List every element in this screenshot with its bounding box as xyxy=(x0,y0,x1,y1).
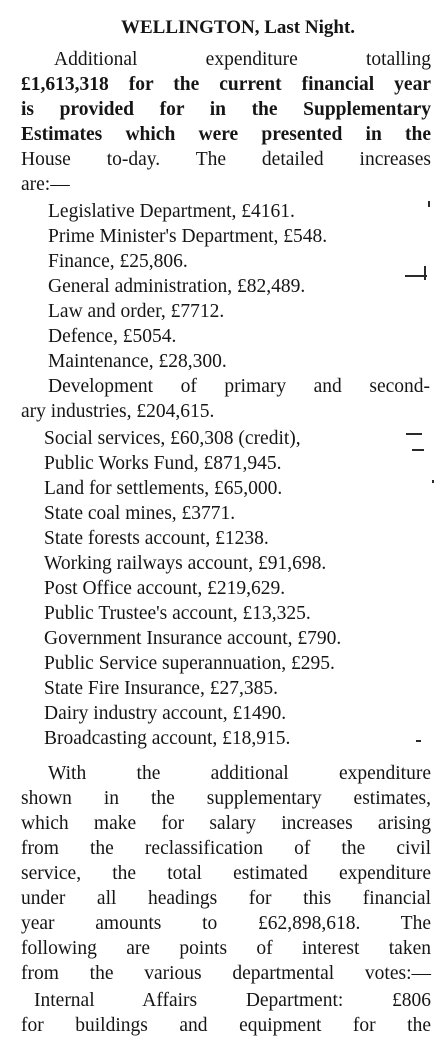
scan-mark xyxy=(406,433,422,435)
body-line: from the various departmental votes:— xyxy=(21,963,431,984)
intro-line-2: £1,613,318 for the current financial year xyxy=(21,74,431,95)
list-item: Government Insurance account, £790. xyxy=(44,628,342,649)
list-item: Dairy industry account, £1490. xyxy=(44,703,287,724)
intro-line-6: are:— xyxy=(21,174,70,195)
body-line: With the additional expenditure xyxy=(48,763,431,784)
intro-line-1: Additional expenditure totalling xyxy=(54,49,431,70)
list-item: Legislative Department, £4161. xyxy=(48,201,295,222)
list-item: Law and order, £7712. xyxy=(48,301,225,322)
list-item: Working railways account, £91,698. xyxy=(44,553,327,574)
scan-mark xyxy=(416,740,421,742)
scan-mark xyxy=(424,266,426,280)
list-item: Defence, £5054. xyxy=(48,326,177,347)
body-line: year amounts to £62,898,618. The xyxy=(21,913,431,934)
list-item: Land for settlements, £65,000. xyxy=(44,478,283,499)
list-item: Post Office account, £219,629. xyxy=(44,578,286,599)
list-item: ary industries, £204,615. xyxy=(21,401,215,422)
list-item: Public Works Fund, £871,945. xyxy=(44,453,282,474)
body-line: shown in the supplementary estimates, xyxy=(21,788,431,809)
list-item: State forests account, £1238. xyxy=(44,528,269,549)
scan-mark xyxy=(412,449,424,451)
list-item: Finance, £25,806. xyxy=(48,251,188,272)
list-item: State coal mines, £3771. xyxy=(44,503,236,524)
list-item: Public Trustee's account, £13,325. xyxy=(44,603,311,624)
body-line: from the reclassification of the civil xyxy=(21,838,431,859)
body-line: following are points of interest taken xyxy=(21,938,431,959)
scan-mark xyxy=(428,201,430,207)
body-line: service, the total estimated expenditure xyxy=(21,863,431,884)
body-line: for buildings and equipment for the xyxy=(21,1015,431,1036)
list-item: Broadcasting account, £18,915. xyxy=(44,728,291,749)
intro-line-5: House to-day. The detailed increases xyxy=(21,149,431,170)
body-line: Internal Affairs Department: £806 xyxy=(34,990,431,1011)
body-line: under all headings for this financial xyxy=(21,888,431,909)
list-item: State Fire Insurance, £27,385. xyxy=(44,678,278,699)
intro-line-3: is provided for in the Supplementary xyxy=(21,99,431,120)
list-item: Social services, £60,308 (credit), xyxy=(44,428,301,449)
body-line: which make for salary increases arising xyxy=(21,813,431,834)
list-item: Maintenance, £28,300. xyxy=(48,351,227,372)
dateline: WELLINGTON, Last Night. xyxy=(120,17,356,38)
list-item: General administration, £82,489. xyxy=(48,276,306,297)
list-item: Public Service superannuation, £295. xyxy=(44,653,335,674)
scan-mark xyxy=(432,480,434,483)
list-item: Development of primary and second- xyxy=(48,376,430,397)
intro-line-4: Estimates which were presented in the xyxy=(21,124,431,145)
list-item: Prime Minister's Department, £548. xyxy=(48,226,328,247)
